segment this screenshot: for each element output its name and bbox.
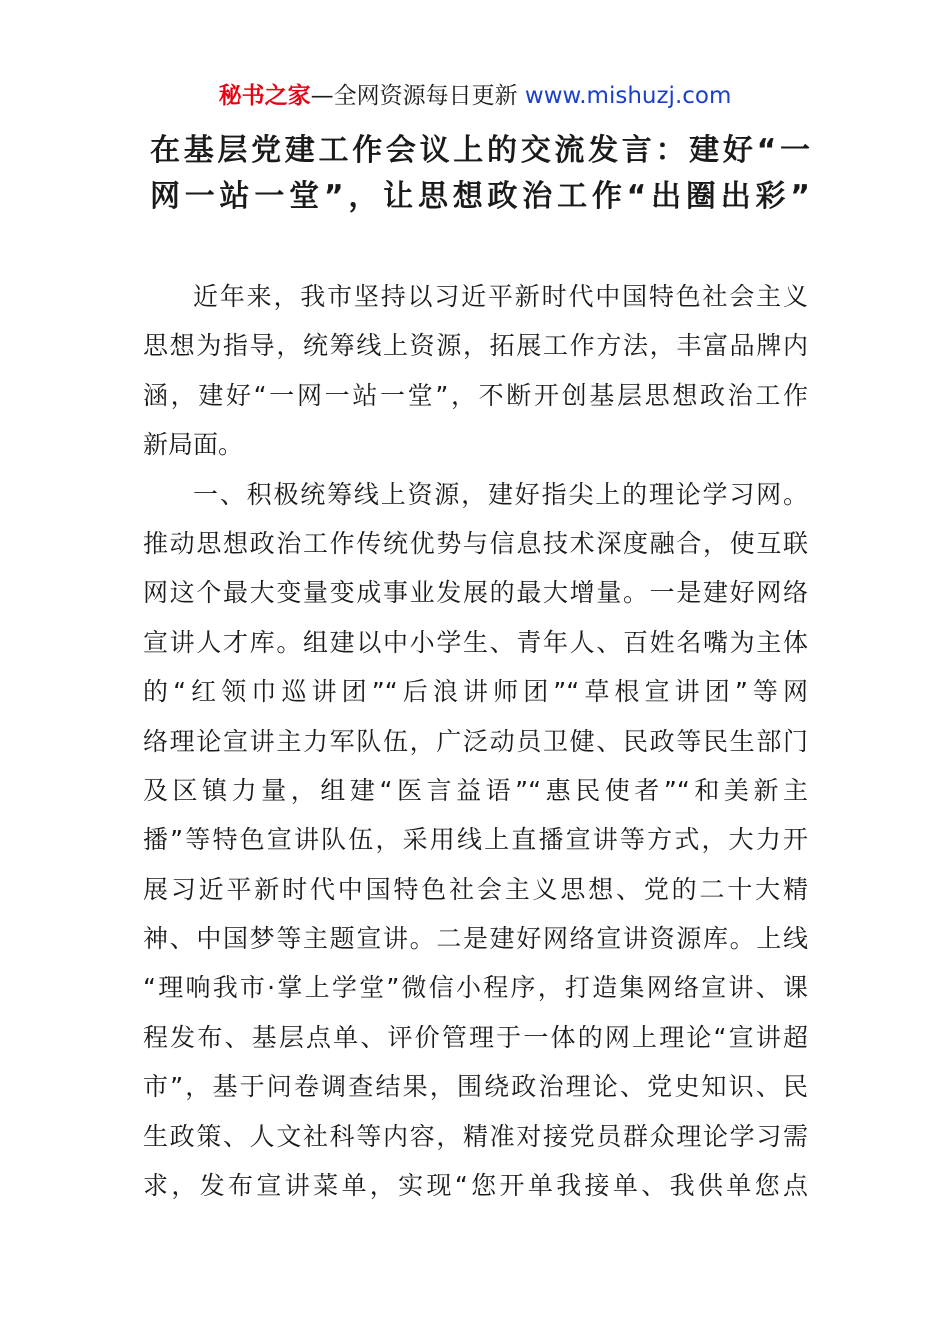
body-line: “理响我市·掌上学堂”微信小程序，打造集网络宣讲、课 [143, 973, 808, 1003]
body-line: 及区镇力量，组建“医言益语”“惠民使者”“和美新主 [143, 775, 808, 805]
title-line: 网一站一堂”，让思想政治工作“出圈出彩” [150, 179, 810, 214]
body-line: 络理论宣讲主力军队伍，广泛动员卫健、民政等民生部门 [143, 726, 808, 756]
body-line: 播”等特色宣讲队伍，采用线上直播宣讲等方式，大力开 [143, 825, 808, 855]
site-brand: 秘书之家 [218, 83, 311, 109]
body-line: 宣讲人才库。组建以中小学生、青年人、百姓名嘴为主体 [143, 627, 808, 657]
body-line: 思想为指导，统筹线上资源，拓展工作方法，丰富品牌内 [143, 331, 808, 361]
body-line: 推动思想政治工作传统优势与信息技术深度融合，使互联 [143, 528, 808, 558]
site-header [0, 80, 950, 112]
site-url-link[interactable]: www.mishuzj.com [517, 83, 732, 109]
title-line: 在基层党建工作会议上的交流发言：建好“一 [150, 133, 810, 168]
body-line: 涵，建好“一网一站一堂”，不断开创基层思想政治工作 [143, 380, 808, 410]
document-title [150, 128, 810, 220]
section-heading-line: 一、积极统筹线上资源，建好指尖上的理论学习网。 [193, 479, 808, 509]
body-line: 的“红领巾巡讲团”“后浪讲师团”“草根宣讲团”等网 [143, 677, 808, 707]
body-line: 神、中国梦等主题宣讲。二是建好网络宣讲资源库。上线 [143, 924, 808, 954]
body-line: 新局面。 [143, 430, 244, 460]
site-tagline: —全网资源每日更新 [310, 83, 518, 109]
body-line: 网这个最大变量变成事业发展的最大增量。一是建好网络 [143, 578, 808, 608]
body-line: 生政策、人文社科等内容，精准对接党员群众理论学习需 [143, 1121, 808, 1151]
body-line: 程发布、基层点单、评价管理于一体的网上理论“宣讲超 [143, 1022, 808, 1052]
body-line: 展习近平新时代中国特色社会主义思想、党的二十大精 [143, 874, 808, 904]
body-line: 求，发布宣讲菜单，实现“您开单我接单、我供单您点 [143, 1171, 808, 1201]
body-line: 近年来，我市坚持以习近平新时代中国特色社会主义 [193, 282, 808, 311]
body-line: 市”，基于问卷调查结果，围绕政治理论、党史知识、民 [143, 1072, 808, 1102]
document-body [143, 272, 808, 1210]
